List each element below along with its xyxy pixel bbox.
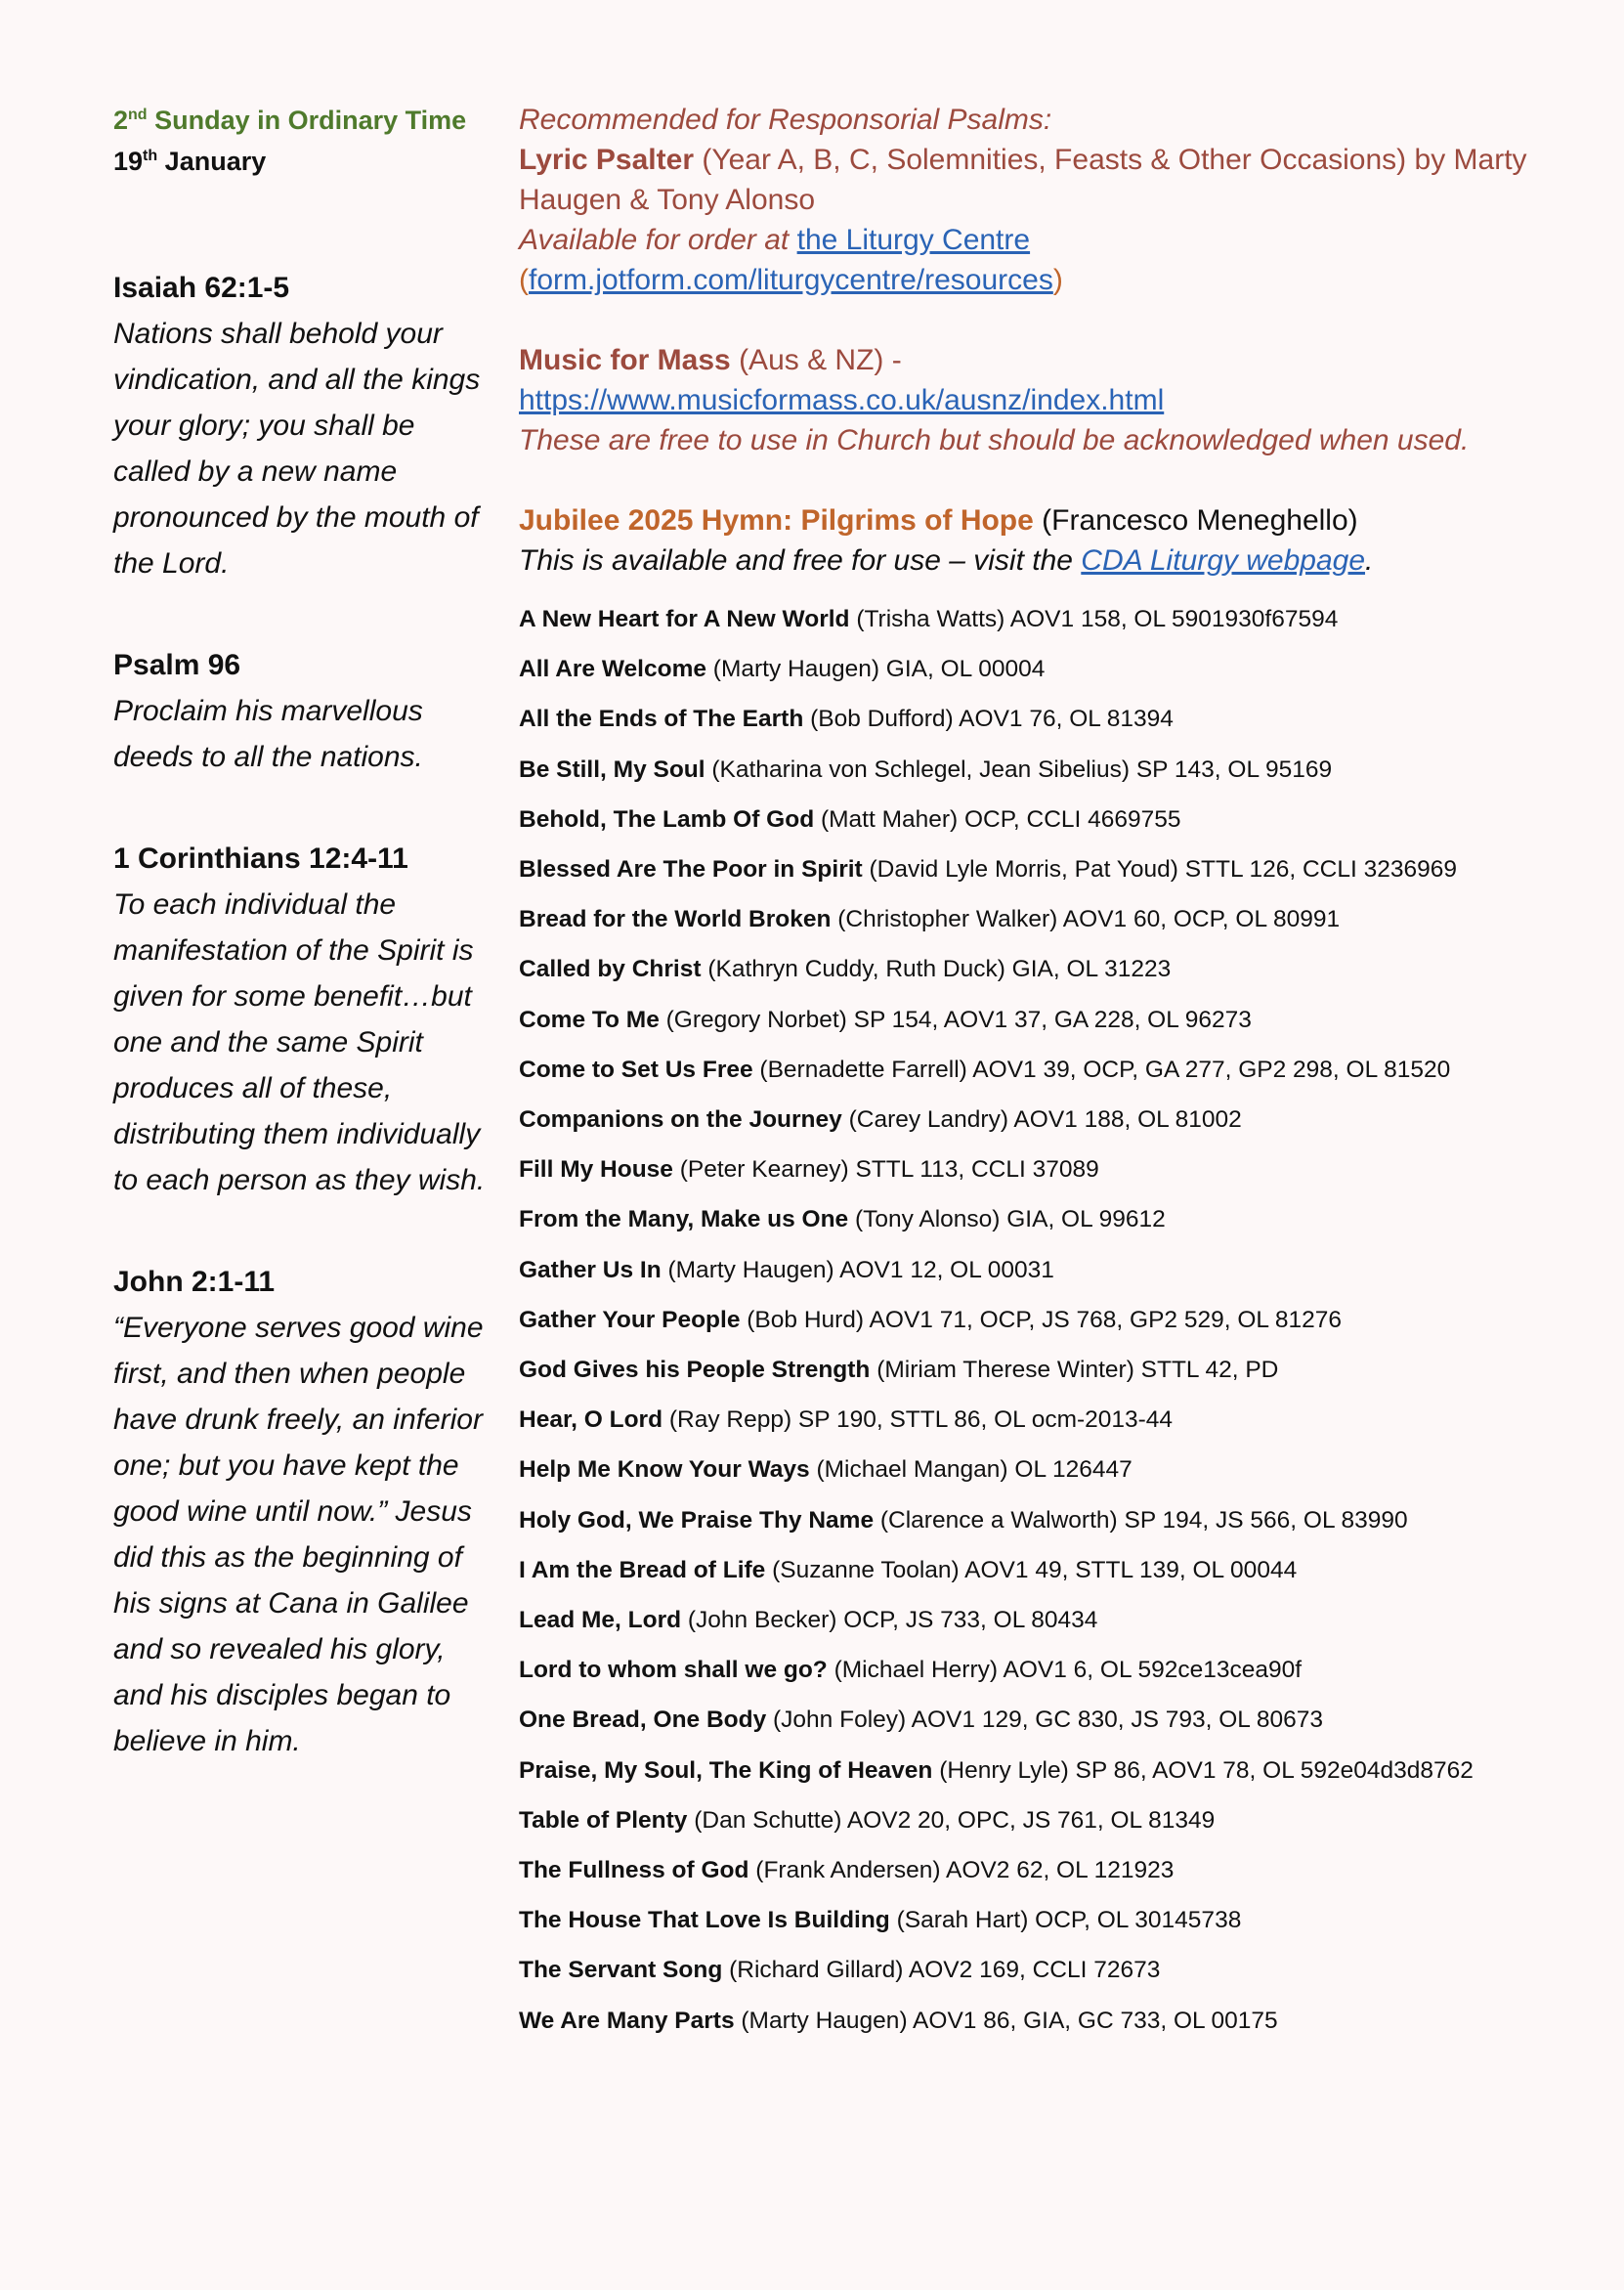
hymn-title: Gather Your People — [519, 1306, 741, 1333]
hymn-item — [519, 944, 1594, 994]
hymn-title: Help Me Know Your Ways — [519, 1456, 810, 1484]
hymn-item — [519, 1395, 1594, 1445]
hymn-title: A New Heart for A New World — [519, 606, 850, 632]
hymn-list — [519, 594, 1594, 2046]
reading-item — [113, 643, 494, 780]
hymn-title: All the Ends of The Earth — [519, 706, 804, 733]
hymn-item — [519, 1545, 1594, 1595]
occasion-number: 2 — [113, 106, 129, 135]
hymn-details: (Matt Maher) OCP, CCLI 4669755 — [814, 805, 1181, 833]
hymn-item — [519, 995, 1594, 1045]
jubilee-hymn-author: (Francesco Meneghello) — [1033, 504, 1358, 537]
hymn-details: (Miriam Therese Winter) STTL 42, PD — [870, 1357, 1279, 1384]
hymn-title: The Servant Song — [519, 1957, 723, 1984]
hymn-item — [519, 894, 1594, 944]
hymn-title: Come To Me — [519, 1006, 660, 1033]
hymn-details: (Marty Haugen) AOV1 12, OL 00031 — [661, 1256, 1054, 1283]
hymn-title: Blessed Are The Poor in Spirit — [519, 856, 863, 884]
hymn-details: (Gregory Norbet) SP 154, AOV1 37, GA 228, OL 96273 — [659, 1006, 1252, 1033]
hymn-details: (David Lyle Morris, Pat Youd) STTL 126, CCLI 3236969 — [862, 856, 1457, 884]
order-text: Available for order at — [519, 224, 797, 256]
hymn-details: (Frank Andersen) AOV2 62, OL 121923 — [748, 1857, 1175, 1884]
hymn-details: (Bob Hurd) AOV1 71, OCP, JS 768, GP2 529, OL 81276 — [740, 1306, 1343, 1333]
hymn-item — [519, 1245, 1594, 1295]
hymn-details: (Suzanne Toolan) AOV1 49, STTL 139, OL 00044 — [765, 1556, 1298, 1583]
hymn-details: (Marty Haugen) GIA, OL 00004 — [705, 656, 1046, 683]
hymn-item — [519, 1945, 1594, 1995]
hymn-title: Table of Plenty — [519, 1806, 688, 1834]
hymn-title: Companions on the Journey — [519, 1106, 842, 1134]
hymn-details: (Peter Kearney) STTL 113, CCLI 37089 — [672, 1156, 1099, 1184]
reading-reference: 1 Corinthians 12:4-11 — [113, 843, 408, 875]
hymn-item — [519, 1695, 1594, 1745]
hymn-item — [519, 1495, 1594, 1545]
hymn-item — [519, 1095, 1594, 1145]
readings-list — [113, 266, 494, 1764]
music-for-mass-resource — [519, 340, 1594, 460]
jubilee-hymn-resource — [519, 500, 1594, 581]
hymn-item — [519, 1795, 1594, 1845]
date-day: 19 — [113, 147, 144, 176]
reading-reference: Isaiah 62:1-5 — [113, 272, 290, 304]
hymn-title: Behold, The Lamb Of God — [519, 805, 815, 833]
form-link-close-paren: ) — [1052, 264, 1063, 296]
hymn-details: (Tony Alonso) GIA, OL 99612 — [848, 1206, 1166, 1233]
hymn-details: (Marty Haugen) AOV1 86, GIA, GC 733, OL 00175 — [734, 2007, 1278, 2034]
hymn-details: (John Becker) OCP, JS 733, OL 80434 — [681, 1607, 1098, 1634]
hymn-item — [519, 694, 1594, 744]
hymn-details: (Sarah Hart) OCP, OL 30145738 — [889, 1907, 1242, 1934]
hymn-title: Fill My House — [519, 1156, 673, 1184]
hymn-item — [519, 1845, 1594, 1895]
music-for-mass-link[interactable]: https://www.musicformass.co.uk/ausnz/index.html — [519, 384, 1165, 416]
reading-quote: To each individual the manifestation of the Spirit is given for some benefit…but one and the same Spirit produces all of these, distributing them individually to each person as they wish. — [113, 888, 486, 1196]
reading-quote: “Everyone serves good wine first, and then when people have drunk freely, an inferior one; but you have kept the good wine until now.” Jesus did this as the beginning of his signs at Cana in Galilee and so revealed his glory, and his disciples began to believe in him. — [113, 1312, 484, 1757]
reading-reference: John 2:1-11 — [113, 1266, 276, 1298]
music-resources-column — [519, 100, 1594, 2046]
hymn-details: (John Foley) AOV1 129, GC 830, JS 793, OL 80673 — [766, 1707, 1323, 1734]
hymn-item — [519, 795, 1594, 844]
liturgical-occasion — [113, 100, 494, 141]
lyric-psalter-title: Lyric Psalter — [519, 144, 694, 176]
hymn-details: (Trisha Watts) AOV1 158, OL 5901930f67594 — [849, 606, 1339, 632]
jubilee-hymn-title: Jubilee 2025 Hymn: Pilgrims of Hope — [519, 504, 1034, 537]
lyric-psalter-description: (Year A, B, C, Solemnities, Feasts & Other Occasions) by Marty Haugen & Tony Alonso — [519, 144, 1527, 216]
hymn-item — [519, 1345, 1594, 1395]
readings-column — [113, 100, 494, 1764]
hymn-item — [519, 1194, 1594, 1244]
reading-item — [113, 837, 494, 1203]
hymn-details: (Ray Repp) SP 190, STTL 86, OL ocm-2013-44 — [662, 1406, 1174, 1434]
hymn-item — [519, 1595, 1594, 1645]
psalter-resource — [519, 100, 1594, 300]
hymn-title: Come to Set Us Free — [519, 1056, 753, 1083]
form-link-open-paren: ( — [519, 264, 529, 296]
hymn-title: All Are Welcome — [519, 656, 706, 683]
hymn-title: Bread for the World Broken — [519, 906, 832, 933]
hymn-title: The House That Love Is Building — [519, 1907, 890, 1934]
hymn-title: One Bread, One Body — [519, 1707, 767, 1734]
hymn-details: (Richard Gillard) AOV2 169, CCLI 72673 — [722, 1957, 1161, 1984]
hymn-details: (Bob Dufford) AOV1 76, OL 81394 — [803, 706, 1174, 733]
hymn-title: The Fullness of God — [519, 1857, 749, 1884]
hymn-title: Gather Us In — [519, 1256, 662, 1283]
hymn-title: Be Still, My Soul — [519, 756, 705, 783]
hymn-details: (Katharina von Schlegel, Jean Sibelius) SP 143, OL 95169 — [705, 756, 1333, 783]
hymn-item — [519, 1746, 1594, 1795]
hymn-item — [519, 1996, 1594, 2046]
hymn-item — [519, 1895, 1594, 1945]
occasion-name: Sunday in Ordinary Time — [154, 106, 467, 135]
occasion-ordinal-suffix: nd — [128, 107, 148, 123]
liturgy-centre-link[interactable]: the Liturgy Centre — [796, 224, 1031, 256]
hymn-details: (Michael Mangan) OL 126447 — [809, 1456, 1133, 1484]
hymn-title: God Gives his People Strength — [519, 1357, 871, 1384]
date-ordinal-suffix: th — [143, 148, 158, 164]
hymn-details: (Clarence a Walworth) SP 194, JS 566, OL 83990 — [874, 1506, 1408, 1534]
hymn-item — [519, 1045, 1594, 1095]
hymn-details: (Carey Landry) AOV1 188, OL 81002 — [841, 1106, 1242, 1134]
hymn-details: (Henry Lyle) SP 86, AOV1 78, OL 592e04d3d8762 — [932, 1756, 1474, 1784]
music-for-mass-title: Music for Mass — [519, 344, 731, 376]
date-line — [113, 141, 494, 182]
hymn-item — [519, 1445, 1594, 1494]
hymn-details: (Kathryn Cuddy, Ruth Duck) GIA, OL 31223 — [701, 956, 1172, 983]
hymn-item — [519, 844, 1594, 894]
hymn-item — [519, 644, 1594, 694]
jotform-link[interactable]: form.jotform.com/liturgycentre/resources — [529, 264, 1053, 296]
hymn-title: Lead Me, Lord — [519, 1607, 682, 1634]
hymn-details: (Christopher Walker) AOV1 60, OCP, OL 80991 — [831, 906, 1341, 933]
hymn-title: We Are Many Parts — [519, 2007, 735, 2034]
hymn-item — [519, 1645, 1594, 1695]
music-for-mass-note: These are free to use in Church but should be acknowledged when used. — [519, 424, 1470, 456]
hymn-title: Hear, O Lord — [519, 1406, 663, 1434]
reading-quote: Nations shall behold your vindication, and all the kings your glory; you shall be called by a new name pronounced by the mouth of the Lord. — [113, 318, 481, 580]
cda-liturgy-link[interactable]: CDA Liturgy webpage — [1081, 544, 1366, 577]
psalms-heading: Recommended for Responsorial Psalms: — [519, 104, 1052, 136]
hymn-details: (Dan Schutte) AOV2 20, OPC, JS 761, OL 81349 — [687, 1806, 1216, 1834]
reading-quote: Proclaim his marvellous deeds to all the nations. — [113, 695, 423, 773]
date-month: January — [164, 147, 267, 176]
music-for-mass-region: (Aus & NZ) - — [730, 344, 902, 376]
hymn-details: (Michael Herry) AOV1 6, OL 592ce13cea90f — [827, 1657, 1303, 1684]
reading-item — [113, 1260, 494, 1764]
jubilee-note: This is available and free for use – visit the — [519, 544, 1082, 577]
hymn-title: I Am the Bread of Life — [519, 1556, 766, 1583]
hymn-title: Called by Christ — [519, 956, 702, 983]
hymn-details: (Bernadette Farrell) AOV1 39, OCP, GA 277, GP2 298, OL 81520 — [752, 1056, 1451, 1083]
reading-reference: Psalm 96 — [113, 649, 241, 681]
hymn-title: Holy God, We Praise Thy Name — [519, 1506, 875, 1534]
hymn-item — [519, 745, 1594, 795]
hymn-item — [519, 594, 1594, 644]
hymn-title: Praise, My Soul, The King of Heaven — [519, 1756, 933, 1784]
hymn-item — [519, 1145, 1594, 1194]
hymn-title: From the Many, Make us One — [519, 1206, 849, 1233]
reading-item — [113, 266, 494, 586]
hymn-item — [519, 1295, 1594, 1345]
jubilee-note-end: . — [1365, 544, 1374, 577]
hymn-title: Lord to whom shall we go? — [519, 1657, 828, 1684]
